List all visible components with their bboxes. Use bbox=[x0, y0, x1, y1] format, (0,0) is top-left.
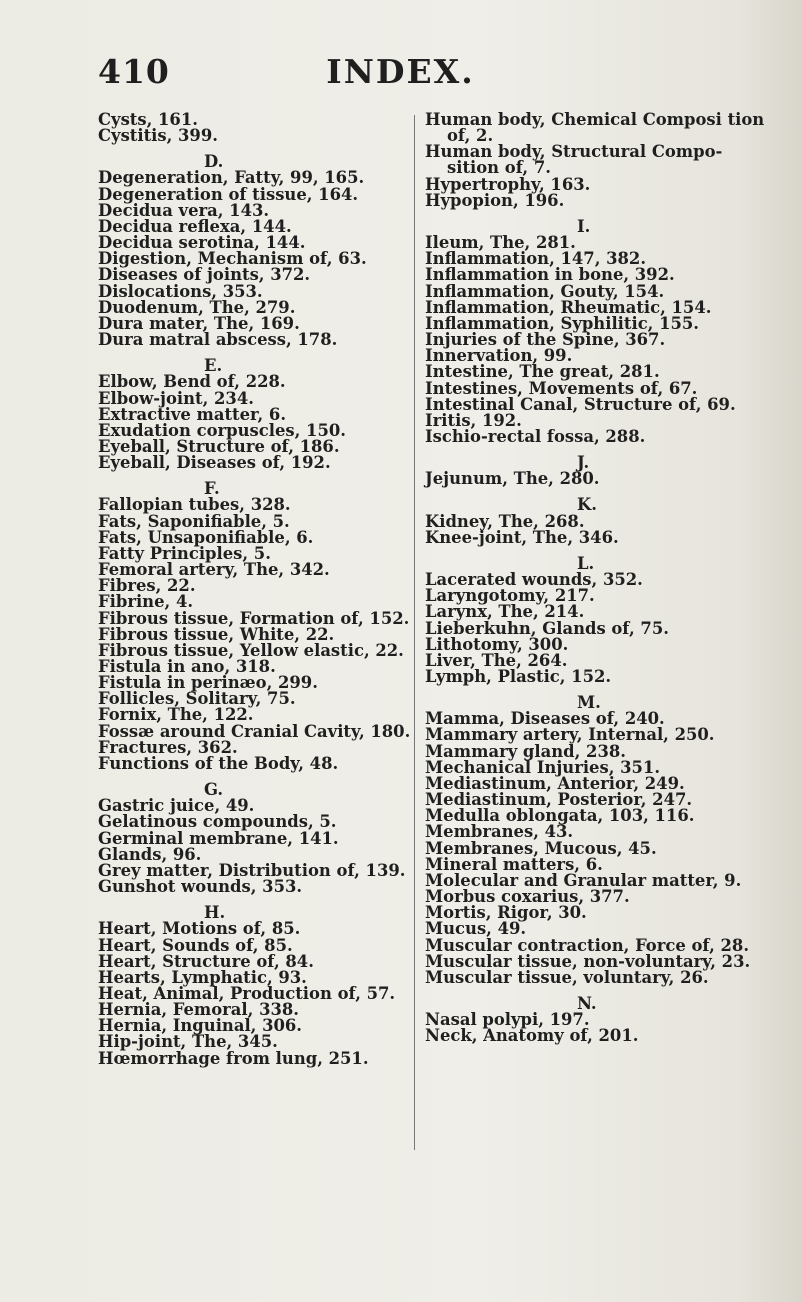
index-entry: Elbow, Bend of, 228. bbox=[98, 372, 286, 392]
index-entry: Inflammation, 147, 382. bbox=[425, 249, 647, 269]
index-entry: Digestion, Mechanism of, 63. bbox=[98, 249, 367, 269]
index-entry: Hœmorrhage from lung, 251. bbox=[98, 1048, 369, 1068]
index-entry: Molecular and Granular matter, 9. bbox=[425, 870, 742, 890]
index-entry: Inflammation, Gouty, 154. bbox=[425, 281, 665, 301]
index-entry: Hearts, Lymphatic, 93. bbox=[98, 967, 307, 987]
index-entry: Muscular tissue, non-voluntary, 23. bbox=[425, 951, 751, 971]
index-entry: Gunshot wounds, 353. bbox=[98, 877, 303, 897]
index-entry: Heart, Structure of, 84. bbox=[98, 951, 314, 971]
index-entry: Fibrous tissue, Formation of, 152. bbox=[98, 608, 410, 628]
index-entry: Exudation corpuscles, 150. bbox=[98, 420, 346, 440]
index-entry: Inflammation in bone, 392. bbox=[425, 265, 675, 285]
section-letter: G. bbox=[204, 780, 224, 800]
index-entry: Hip-joint, The, 345. bbox=[98, 1032, 278, 1052]
index-entry: Fibres, 22. bbox=[98, 576, 196, 596]
index-column-left bbox=[98, 112, 410, 1067]
index-entry: Diseases of joints, 372. bbox=[98, 265, 311, 285]
index-entry: Elbow-joint, 234. bbox=[98, 388, 254, 408]
index-entry: Gastric juice, 49. bbox=[98, 796, 255, 816]
index-entry: Hypopion, 196. bbox=[425, 190, 565, 210]
index-entry: Fats, Saponifiable, 5. bbox=[98, 511, 290, 531]
index-entry: Lacerated wounds, 352. bbox=[425, 570, 643, 590]
index-entry: Muscular contraction, Force of, 28. bbox=[425, 935, 750, 955]
index-column-right bbox=[425, 112, 770, 1044]
index-entry: Jejunum, The, 280. bbox=[425, 469, 600, 489]
index-entry: Heart, Motions of, 85. bbox=[98, 919, 301, 939]
index-entry: Cystitis, 399. bbox=[98, 126, 218, 146]
index-entry: Inflammation, Syphilitic, 155. bbox=[425, 313, 700, 333]
index-entry: Fistula in ano, 318. bbox=[98, 657, 276, 676]
section-letter: H. bbox=[204, 903, 226, 923]
index-entry: Nasal polypi, 197. bbox=[425, 1010, 590, 1030]
index-entry: Glands, 96. bbox=[98, 844, 202, 864]
index-entry: Heart, Sounds of, 85. bbox=[98, 935, 293, 955]
index-entry: Human body, Chemical Composi tion of, 2. bbox=[425, 110, 765, 146]
index-entry: Mineral matters, 6. bbox=[425, 854, 603, 874]
index-entry: Dislocations, 353. bbox=[98, 281, 263, 301]
index-entry: Laryngotomy, 217. bbox=[425, 586, 595, 606]
column-divider bbox=[414, 115, 415, 1150]
index-entry: Medulla oblongata, 103, 116. bbox=[425, 806, 695, 826]
index-entry: Femoral artery, The, 342. bbox=[98, 560, 330, 580]
index-entry: Functions of the Body, 48. bbox=[98, 753, 339, 773]
index-entry: Morbus coxarius, 377. bbox=[425, 887, 630, 907]
index-entry: Membranes, Mucous, 45. bbox=[425, 838, 657, 858]
index-entry: Fornix, The, 122. bbox=[98, 705, 254, 725]
index-entry: Heat, Animal, Production of, 57. bbox=[98, 983, 396, 1003]
index-entry: Hernia, Femoral, 338. bbox=[98, 1000, 299, 1020]
index-entry: Fallopian tubes, 328. bbox=[98, 495, 291, 515]
index-entry: Duodenum, The, 279. bbox=[98, 297, 296, 317]
page-header bbox=[0, 52, 801, 102]
index-entry: Inflammation, Rheumatic, 154. bbox=[425, 297, 712, 317]
section-letter: I. bbox=[577, 216, 591, 236]
index-entry: Eyeball, Structure of, 186. bbox=[98, 436, 340, 456]
index-entry: Larynx, The, 214. bbox=[425, 602, 585, 622]
index-entry: Cysts, 161. bbox=[98, 110, 198, 129]
index-entry: Germinal membrane, 141. bbox=[98, 828, 339, 848]
section-letter: F. bbox=[204, 479, 220, 499]
section-letter: E. bbox=[204, 356, 223, 376]
running-title: INDEX. bbox=[326, 52, 475, 91]
index-entry: Degeneration of tissue, 164. bbox=[98, 184, 359, 204]
index-entry: Mediastinum, Anterior, 249. bbox=[425, 773, 685, 793]
index-entry: Fibrous tissue, White, 22. bbox=[98, 624, 335, 644]
index-entry: Mechanical Injuries, 351. bbox=[425, 757, 661, 777]
index-entry: Intestine, The great, 281. bbox=[425, 362, 660, 382]
index-entry: Fractures, 362. bbox=[98, 737, 238, 757]
index-entry: Eyeball, Diseases of, 192. bbox=[98, 453, 331, 473]
index-entry: Gelatinous compounds, 5. bbox=[98, 812, 337, 832]
index-entry: Hernia, Inguinal, 306. bbox=[98, 1016, 303, 1036]
index-entry: Intestines, Movements of, 67. bbox=[425, 378, 698, 398]
index-entry: Fistula in perinæo, 299. bbox=[98, 673, 318, 693]
index-entry: Kidney, The, 268. bbox=[425, 511, 585, 531]
index-entry: Iritis, 192. bbox=[425, 410, 522, 430]
index-entry: Ischio-rectal fossa, 288. bbox=[425, 426, 646, 446]
index-entry: Hypertrophy, 163. bbox=[425, 174, 591, 194]
index-entry: Degeneration, Fatty, 99, 165. bbox=[98, 168, 365, 188]
index-entry: Membranes, 43. bbox=[425, 822, 574, 842]
index-entry: Fibrine, 4. bbox=[98, 592, 194, 612]
index-entry: Grey matter, Distribution of, 139. bbox=[98, 860, 406, 880]
index-entry: Mammary gland, 238. bbox=[425, 741, 626, 761]
index-entry: Ileum, The, 281. bbox=[425, 233, 576, 253]
index-entry: Neck, Anatomy of, 201. bbox=[425, 1026, 639, 1046]
index-entry: Mamma, Diseases of, 240. bbox=[425, 709, 665, 729]
index-entry: Mucus, 49. bbox=[425, 919, 527, 939]
section-letter: L. bbox=[577, 553, 595, 573]
index-entry: Muscular tissue, voluntary, 26. bbox=[425, 967, 709, 987]
index-entry: Injuries of the Spine, 367. bbox=[425, 330, 666, 350]
index-entry: Extractive matter, 6. bbox=[98, 404, 287, 424]
index-entry: Decidua vera, 143. bbox=[98, 200, 270, 220]
index-entry: Fatty Principles, 5. bbox=[98, 543, 271, 563]
index-entry: Intestinal Canal, Structure of, 69. bbox=[425, 394, 736, 414]
section-letter: J. bbox=[577, 453, 590, 473]
index-entry: Follicles, Solitary, 75. bbox=[98, 689, 296, 709]
index-entry: Dura matral abscess, 178. bbox=[98, 330, 338, 350]
index-entry: Human body, Structural Compo- sition of, 7. bbox=[425, 142, 723, 178]
index-entry: Decidua reflexa, 144. bbox=[98, 216, 292, 236]
index-entry: Fats, Unsaponifiable, 6. bbox=[98, 527, 314, 547]
index-entry: Lieberkuhn, Glands of, 75. bbox=[425, 618, 669, 638]
index-entry: Innervation, 99. bbox=[425, 346, 573, 366]
index-entry: Knee-joint, The, 346. bbox=[425, 527, 619, 547]
section-letter: K. bbox=[577, 495, 597, 515]
index-entry: Mediastinum, Posterior, 247. bbox=[425, 790, 693, 810]
index-entry: Dura mater, The, 169. bbox=[98, 313, 300, 333]
index-entry: Liver, The, 264. bbox=[425, 650, 568, 670]
section-letter: N. bbox=[577, 993, 597, 1013]
index-entry: Lithotomy, 300. bbox=[425, 634, 569, 654]
index-entry: Mortis, Rigor, 30. bbox=[425, 903, 587, 923]
index-entry: Fossæ around Cranial Cavity, 180. bbox=[98, 721, 411, 741]
section-letter: M. bbox=[577, 693, 601, 713]
index-entry: Fibrous tissue, Yellow elastic, 22. bbox=[98, 640, 404, 660]
section-letter: D. bbox=[204, 152, 224, 172]
index-entry: Decidua serotina, 144. bbox=[98, 233, 306, 253]
page-number: 410 bbox=[98, 52, 170, 91]
index-entry: Mammary artery, Internal, 250. bbox=[425, 725, 715, 745]
index-entry: Lymph, Plastic, 152. bbox=[425, 667, 612, 686]
